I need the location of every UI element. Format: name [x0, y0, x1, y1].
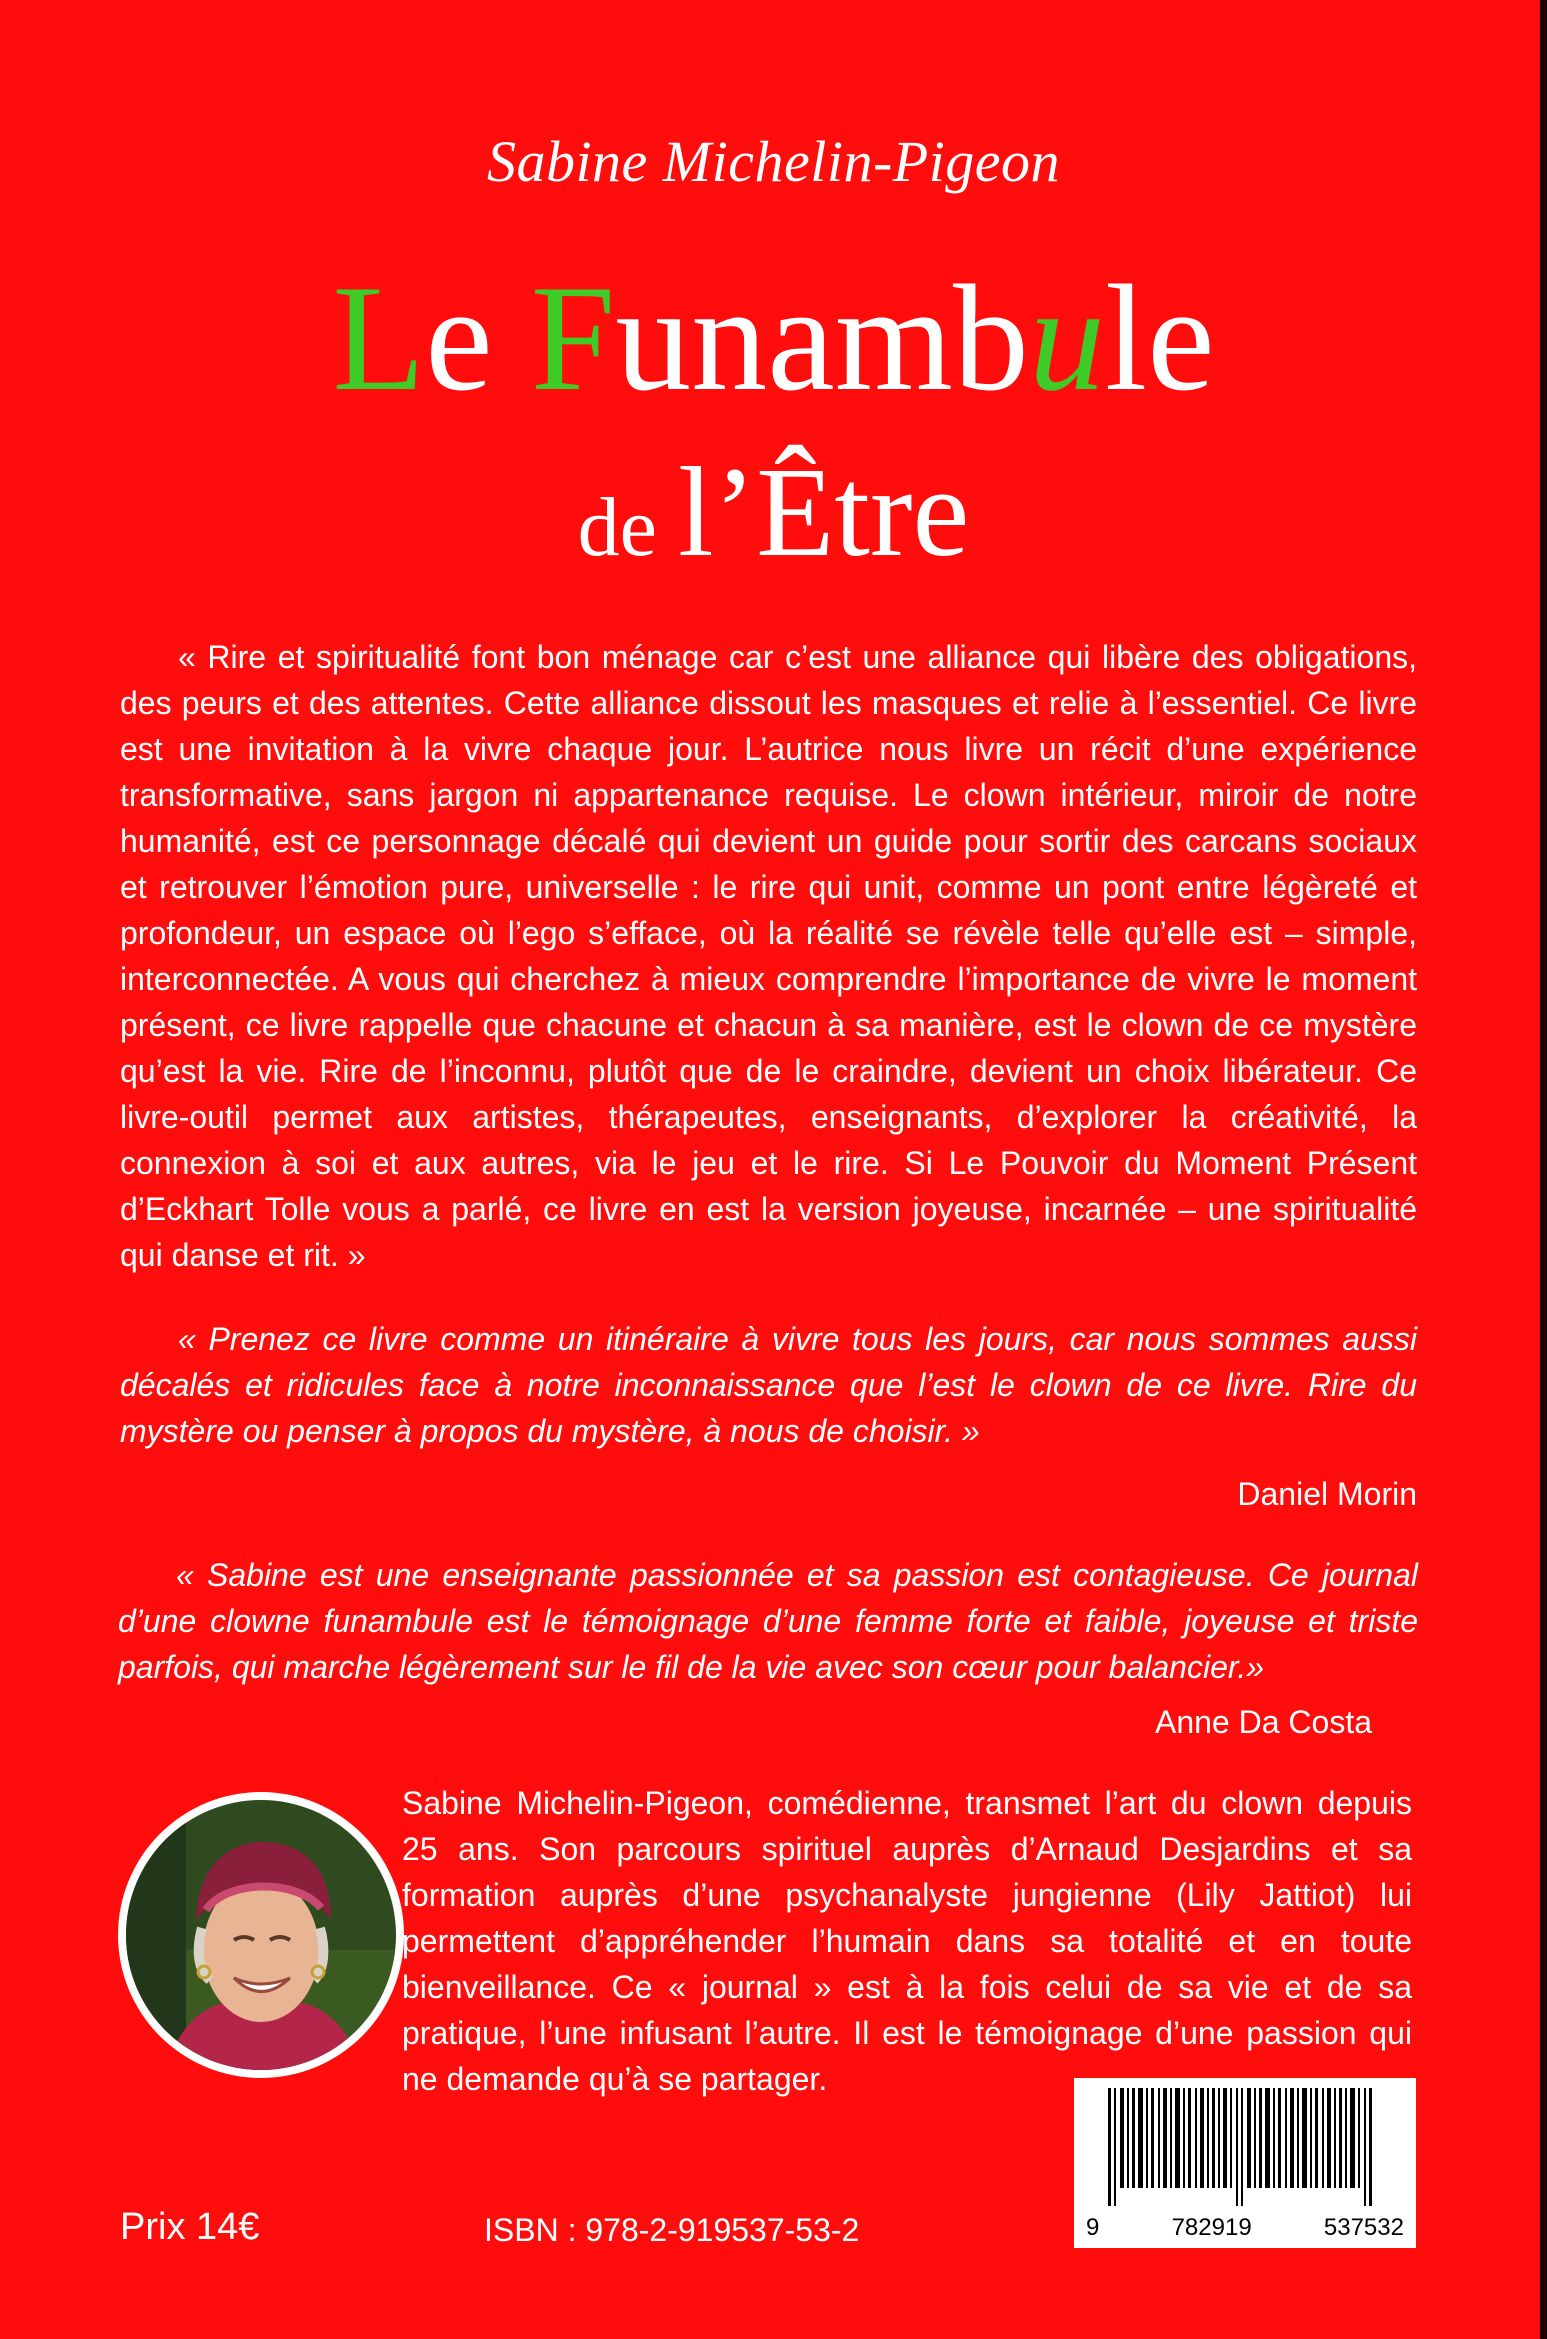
book-title-line-1	[0, 254, 1547, 422]
barcode-group-2: 537532	[1323, 2214, 1404, 2241]
price: Prix 14€	[120, 2206, 260, 2248]
title-part-de: de	[577, 481, 678, 574]
book-title-line-2	[0, 441, 1547, 583]
author-biography: Sabine Michelin-Pigeon, comédienne, transmet l’art du clown depuis 25 ans. Son parcours spirituel auprès d’Arnaud Desjardins et sa formation auprès d’une psychanalyste jungienne (Lily Jattiot) lui permettent d’appréhender l’humain dans sa totalité et en toute bienveillance. Ce « journal » est à la fois celui de sa vie et de sa pratique, l’une infusant l’autre. Il est le témoignage d’une passion qui ne demande qu’à se partager.	[402, 1785, 1412, 2097]
quote-anne-da-costa: « Sabine est une enseignante passionnée et sa passion est contagieuse. Ce journal d’une clowne funambule est le témoignage d’une femme forte et faible, joyeuse et triste parfois, qui marche légèrement sur le fil de la vie avec son cœur pour balancier.»	[118, 1557, 1418, 1685]
quote-author-daniel-morin: Daniel Morin	[1237, 1476, 1417, 1512]
title-part-le: le	[1104, 254, 1215, 422]
barcode-digit-lead: 9	[1086, 2214, 1100, 2241]
barcode-bars	[1086, 2088, 1404, 2206]
title-part-unamb: unamb	[615, 254, 1029, 422]
author-portrait	[118, 1792, 404, 2078]
title-letter-u: u	[1028, 254, 1105, 422]
title-letter-l: L	[332, 254, 426, 422]
quote-daniel-morin: « Prenez ce livre comme un itinéraire à vivre tous les jours, car nous sommes aussi décalés et ridicules face à notre inconnaissance que l’est le clown de ce livre. Rire du mystère ou penser à propos du mystère, à nous de choisir. »	[120, 1321, 1417, 1449]
title-letter-f: F	[530, 254, 616, 422]
title-part-etre: l’Être	[677, 441, 970, 583]
intro-paragraph: « Rire et spiritualité font bon ménage car c’est une alliance qui libère des obligations, des peurs et des attentes. Cette alliance dissout les masques et relie à l’essentiel. Ce livre est une invitation à la vivre chaque jour. L’autrice nous livre un récit d’une expérience transformative, sans jargon ni appartenance requise. Le clown intérieur, miroir de notre humanité, est ce personnage décalé qui devient un guide pour sortir des carcans sociaux et retrouver l’émotion pure, universelle : le rire qui unit, comme un pont entre légèreté et profondeur, un espace où l’ego s’efface, où la réalité se révèle telle qu’elle est – simple, interconnectée. A vous qui cherchez à mieux comprendre l’importance de vivre le moment présent, ce livre rappelle que chacune et chacun à sa manière, est le clown de ce mystère qu’est la vie. Rire de l’inconnu, plutôt que de le craindre, devient un choix libérateur. Ce livre-outil permet aux artistes, thérapeutes, enseignants, d’explorer la créativité, la connexion à soi et aux autres, via le jeu et le rire. Si Le Pouvoir du Moment Présent d’Eckhart Tolle vous a parlé, ce livre en est la version joyeuse, incarnée – une spiritualité qui danse et rit. »	[120, 639, 1417, 1273]
author-name: Sabine Michelin-Pigeon	[486, 129, 1061, 194]
barcode-number	[1086, 2214, 1404, 2242]
quote-author-anne-da-costa: Anne Da Costa	[1154, 1704, 1372, 1740]
title-part-e: e	[425, 254, 531, 422]
isbn: ISBN : 978-2-919537-53-2	[484, 2212, 860, 2248]
author-photo	[126, 1800, 396, 2070]
barcode	[1074, 2078, 1416, 2248]
barcode-group-1: 782919	[1171, 2214, 1252, 2241]
